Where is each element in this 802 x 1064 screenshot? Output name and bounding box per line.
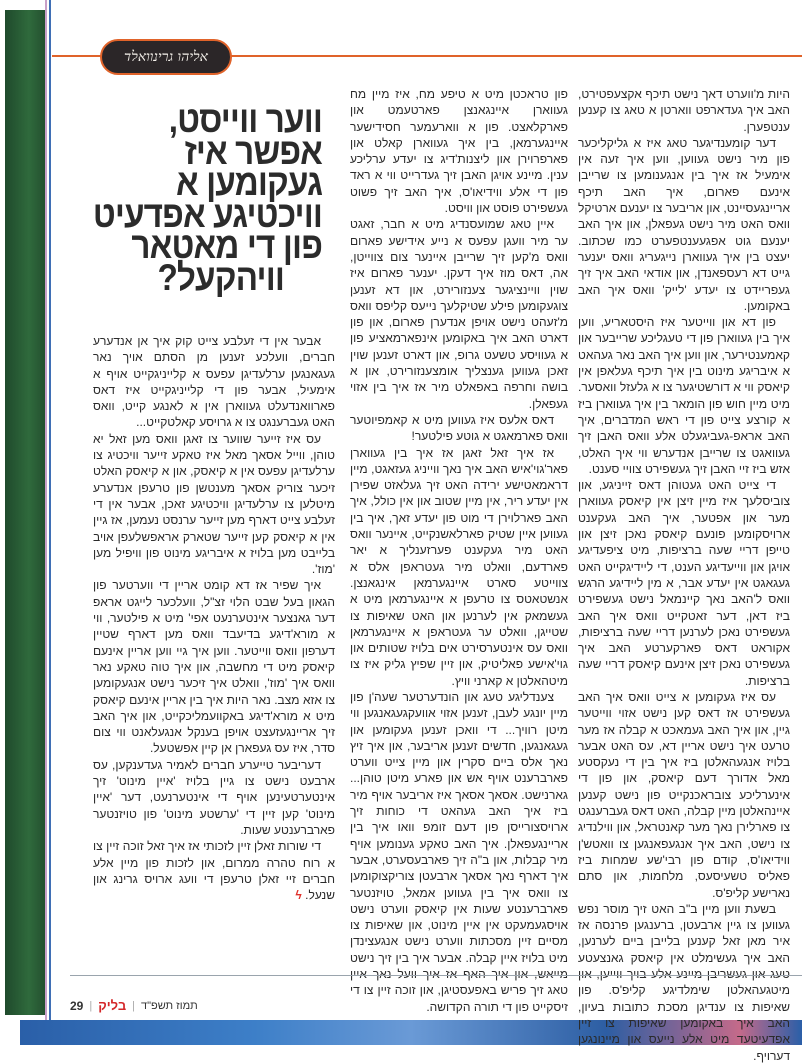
author-badge	[100, 39, 232, 75]
paragraph: פון דא און ווייטער איז היסטאריע, ווען איך בין געווארן פון די טעגליכע שרייבער און קאמענטירער, און ווען איך האב נאר געהאט א איבריגע מינוט בין איך תיכף געלאפן אין קיאסק ווי א דורשטיגער צו א גלעזל וואסער. מיט מיין חוש פון הומאר בין איך געווארן ביז א קורצע צייט פון די ראש המדברים, איך האב אראפ-געביגעלט אלע וואס האבן זיך געוואגט צו שרייבן אנדערש ווי איך האלט, אזש ביז זיי האבן זיך געשפירט צוויי סענט.	[578, 315, 790, 476]
footer-separator: |	[89, 999, 93, 1012]
paragraph: צענדליגע טעג און הונדערטער שעה'ן פון מיין יונגע לעבן, זענען אזוי אוועקגעגאנגען ווי מיטן רוויך... די וואכן זענען געקומען און געגאנגען, חדשים זענען אריבער, און איך זיץ נאך אלס ביים סקרין און מיין צייט ווערט פארברענט אויף אש און פארע מיטן טוהן... גארנישט. אסאך אסאך איז אריבער אויף מיר ביז איך האב געהאט די כוחות זיך ארויסצורייסן פון דעם זומפ וואו איך בין אריינגעפאלן. איך האב טאקע גענומען אויף מיר קבלות, און ב"ה זיך פארבעסערט, אבער איך דארף נאך אסאך ארבעטן צוריקצוקומען צו וואס איך בין געווען אמאל, טויזנטער פארברענטע שעות אין קיאסק ווערט נישט אויסגעמעקט אין איין מינוט, און שאיפות צו מסיים זיין מסכתות ווערט נישט אנגעצינדן מיט בלויז איין קבלה. אבער איך בין זיך נישט טאג זיך פריש באפעסטיגן, און זוכה זיין צו די זיסקייט פון די תורה הקדושה.	[350, 689, 568, 1014]
paragraph: דער קומענדיגער טאג איז א גליקליכער פון מיר נישט געווען, ווען איך זעה אין אימעיל אז איך בין אנגענומען צו שרייבן אינעם פארום, איך האב תיכף אריינגעסיינט, און אריבער צו יענעם ארטיקל וואס האט מיר נישט געפאלן, און איך האב יענעם גוט אפגעענטפערט כמו שכתוב. יעצט בין איך געווארן נייגעריג וואס יענער גייט דא רעספאנדן, און אודאי האב איך זיך געפריידט צו יעדע 'לייק' וואס איך האב באקומען.	[578, 135, 790, 313]
lightning-bolt-icon: ϟ	[295, 888, 302, 903]
paragraph: די צייט האט געטוהן דאס זייניגע, און צוביסלעך איז מיין זיצן אין קיאסק געווארן מער און אפטער, איך האב געקענט ארויסקומען פונעם קיאסק נאכן זיצן און טייפן דריי שעה ברציפות, מיט ציפעדיגע אויגן און ווייעדיגע הענט, די ליידיגקייט האט געגאגט אין יעדע אבר, א מין ליידיגע הרגש וואס ל'האב נאך קיינמאל נישט געשפירט ביז דאן, דער זאטקייט וואס איך האב געשפירט נאכן לערנען דריי שעה ברציפות, אקוראט דאס פארקערטע האב איך געשפירט נאכן זיצן אינעם קיאסק דריי שעה ברציפות.	[578, 478, 790, 688]
paragraph: פון טראכטן מיט א טיפע מח, איז מיין מח געווארן איינגאנצן פארטעמט און פארקלאצט. פון א ווארעמער חסידישער איינגערמאן, בין איך געווארן קאלט און פארפרוירן און ליצנות'דיג צו יעדע ערליכע ענין. מיינע אויגן האבן זיך געדרייט ווי א ראד פון די אלע ווידיאו'ס, איך האב זיך פשוט געשפירט פוסט און וויסט.	[350, 87, 568, 216]
footer-rule	[70, 975, 802, 976]
paragraph: איין טאג שמועסנדיג מיט א חבר, זאגט ער מיר וועגן עפעס א נייע אידישע פארום וואס מ'קען זיך שרייבן איינער צום צווייטן, אה, דאס מוז איך דעקן. יענער פארום איז שוין וויינציגער צענזורירט, און דא זענען צוגעקומען פילע שטיקלעך נייעס קליפס וואס מ'זעהט נישט אויפן אנדערן פארום, און פון דארט האב איך באקומען אינפארמאציע פון א געוויסע טשעט גרופ, און דארט זענען שוין זאכן געווען גענצליך אומצענזורירט, און א בושה וחרפה באפאלט מיר אז איך בין אזוי געפאלן.	[350, 217, 568, 411]
text-column-left	[93, 333, 335, 903]
headline-line: וויכטיגע אפדעיט	[92, 193, 322, 235]
paragraph: איך שפיר אז דא קומט אריין די ווערטער פון הגאון בעל שבט הלוי זצ"ל, וועלכער לייגט אראפ דער גאנצער אינטערנעט אפי' מיט א פילטער, ווי א מורא'דיגע בדיעבד וואס מען דארף שטיין דערפון וואס ווייטער. ווען איך גיי ווען אריין אינעם קיאסק מיט די מחשבה, און איך טוה טאקע נאר וואס איך 'מוז', וואלט איך זיכער נישט אנגעקומען צו אזא מצב. נאר היות איך בין אריין אינעם קיאסק מיט א מורא'דיגע באקוועמליכקייט, און איך האב זיך אריינגעזעצט אויפן בענקל אנגעלאנט ווי צום סדר, איז עס געפארן אן קיין אפשטעל.	[93, 578, 335, 756]
text-column-right	[578, 86, 790, 1064]
author-name: אליהו גרינוואלד	[124, 48, 208, 65]
paragraph: היות מ'ווערט דאך נישט תיכף אקצעפטירט, האב איך געדארפט ווארטן א טאג צו קענען ענטפערן.	[578, 87, 790, 134]
closing-paragraph	[93, 838, 335, 903]
paragraph: דאס אלעס איז געווען מיט א קאמפיוטער וואס פארמאגט א גוטע פילטער!	[350, 412, 568, 444]
paragraph: עס איז זייער שווער צו זאגן וואס מען זאל יא טוהן, ווייל אסאך מאל איז טאקע זייער וויכטיג צו ערלעדיגן עפעס אין א קיאסק, און א קיאסק האלט זיכער צוריק אסאך מענטשן פון טרעפן אנדערע מיטלען צו ערלעדיגן וויכטיגע זאכן, אבער אין די זעלבע צייט דארף מען זייער ערנסט נעמען, אז גיין אין א קיאסק קען זייער שטארק אראפשלעפן אויב בלייבט מען בלויז א איבריגע מינוט פון וויפיל מען 'מוז'.	[93, 431, 335, 577]
headline-line: געקומען א	[175, 162, 322, 203]
headline-line: ווער ווייסט,	[168, 99, 322, 140]
paragraph: דעריבער טייערע חברים לאמיר געדענקען, עס ארבעט נישט צו גיין בלויז 'איין מינוט' זיך אינטערטעינען אויף די אינטערנעט, דער 'איין מינוט' קען זיין די 'ערשטע מינוט' פון טויזנטער פארברענטע שעות.	[93, 757, 335, 837]
page-edge-line	[45, 0, 47, 1020]
headline-line: וויהקעל?	[157, 256, 284, 298]
page-edge-line	[49, 0, 51, 1020]
page-footer	[70, 998, 198, 1013]
headline-line: פון די מאטאר	[131, 225, 322, 266]
paragraph: אבער אין די זעלבע צייט קוק איך אן אנדערע חברים, וועלכע זענען מן הסתם אויך נאר געגאנגען ערלעדיגן עפעס א קלייניגקייט אויף א אימעיל, אבער פון די קלייניגקייט איז דאס פארוואנדעלט געווארן אין א לאנגע קייט, וואס האט געברענגט צו א גרויסע קאלטקייט...	[93, 334, 335, 430]
paragraph: אז איך זאל זאגן אז איך בין געווארן פאר'גוי'איש האב איך נאך ווייניג געזאגט, מיין דראמאטישע ירידה האט זיך געלאזט שפירן אין יעדע ריר, אין מיין שטוב און אין כולל, איך האב פארלוירן די מוט פון יעדע זאך, איך בין געווען איין שטיק פארלאשנקייט, איינער וואס האט מיר געקענט פערזענליך א יאר פארדעם, וואלט מיר געטראפן אלס א צווייטע סארט איינגערמאן אינגאנצן. אנשטאטס צו טרעפן א איינגערמאן מיט א געשמאק אין לערנען און האט שאיפות צו שטייגן, וואלט ער געטראפן א איינגערמאן וואס עס אינטערסירט אים בלויז שטותים און גוי'אישע פאליטיק, און זיין שפיץ גליק איז צו מיטהאלטן א קארני וויץ.	[350, 445, 568, 688]
adjacent-page-edge	[5, 10, 45, 1015]
page-number: 29	[70, 998, 84, 1013]
paragraph-text: די שורות זאלן זיין לזכותי אז איך זאל זוכה זיין צו א רוח טהרה ממרום, און לזכות פון מיין אלע חברים זיי זאלן טרעפן די וועג ארויס גרינג און שנעל.	[93, 839, 335, 903]
text-column-middle	[350, 86, 568, 1015]
paragraph: בשעת ווען מיין ב"ב האט זיך מוסר נפש געווען צו גיין ארבעטן, ברענגען פרנסה אז איר מאן זאל קענען בלייבן ביים לערנען, האב איך געשימלט אין קיאסק גאנצעטע מיטגעהאלטן שימלדיגע קליפ'ס. פון שאיפות צו ענדיגן מסכת כתובות בעיון, האב איך באקומען שאיפות צו זיין אפדעיטעד מיט אלע נייעס און מיינונגען דערויף.	[578, 901, 790, 1063]
issue-date: תמוז תשפ"ד	[141, 999, 198, 1012]
footer-separator: |	[132, 999, 135, 1012]
article-headline	[92, 99, 322, 298]
magazine-logo: בליק	[98, 998, 127, 1013]
paragraph: עס איז געקומען א צייט וואס איך האב געשפירט אז דאס קען נישט אזוי ווייטער גיין, און איך האב געמאכט א קבלה אז מער טרעט איך נישט אריין דא, עס האט אבער בלויז אנגעהאלטן ביז איך בין די נעקסטע מאל אדורך דעם קיאסק, און פון די אינערליכע צובראכנקייט פון נישט קענען איינהאלטן מיין קבלה, האט דאס געברענגט צו פארלירן נאך מער קאנטראל, און ווילנדיג צו נישט, האב איך אנגעפאנגען צו וואטש'ן ווידיאו'ס, קודם פון רבי'שע שמחות ביז פאליס טשעיסעס, מלחמות, און סתם נארישע קליפ'ס.	[578, 689, 790, 900]
headline-line: אפשר איז	[184, 130, 322, 172]
